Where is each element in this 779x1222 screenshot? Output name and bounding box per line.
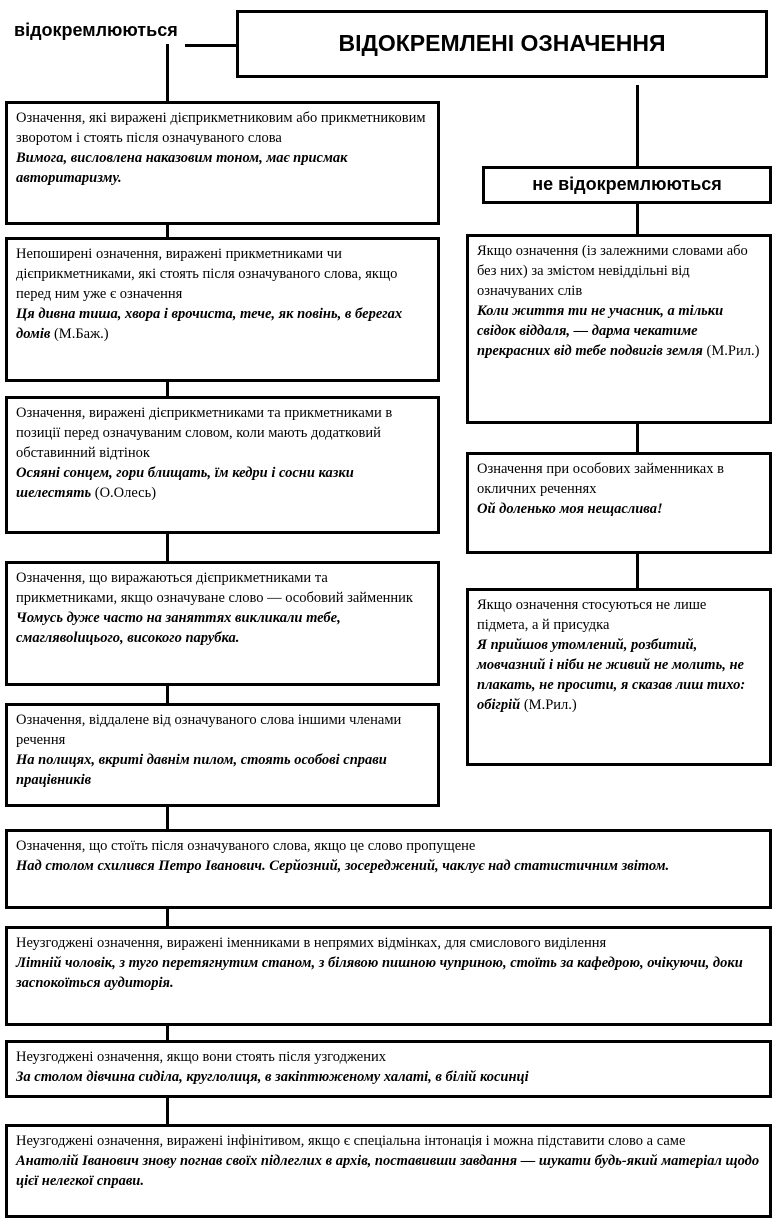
- connector-right-top: [636, 85, 639, 167]
- rule-box-infinitive: Неузгоджені означення, виражені інфінітивом, якщо є спеціальна інтонація і можна підставити слово а саме Анатолій Іванович знову погнав своїх підлеглих в архів, поставивши завдання — шукати будь-який матеріал щодо цієї нелегкої справи.: [5, 1124, 772, 1218]
- rule-box-subject-and-predicate: Якщо означення стосуються не лише підмета, а й присудка Я прийшов утомлений, розбитий, мовчазний і ніби не живий не молить, не плакать, не просити, я сказав лиш тихо: обігрій (М.Рил.): [466, 588, 772, 766]
- rule-box-omitted-word: Означення, що стоїть після означуваного слова, якщо це слово пропущене Над столом схилився Петро Іванович. Серйозний, зосереджений, чаклує над статистичним звітом.: [5, 829, 772, 909]
- rule-box-personal-pronoun: Означення, що виражаються дієприкметниками та прикметниками, якщо означуване слово — особовий займенник Чомусь дуже часто на заняттях викликали тебе, смаглявolицього, високого парубка.: [5, 561, 440, 686]
- not-separated-label: не відокремлюються: [482, 166, 772, 204]
- separated-label: відокремлюються: [14, 20, 178, 40]
- rule-box-noun-indirect-case: Неузгоджені означення, виражені іменниками в непрямих відмінках, для смислового виділення Літній чоловік, з туго перетягнутим станом, з білявою пишною чуприною, стоїть за кафедрою, очікуючи, доки заспокоїться аудиторія.: [5, 926, 772, 1026]
- rule-box-participial-phrase: Означення, які виражені дієприкметниковим або прикметниковим зворотом і стоять після означуваного слова Вимога, висловлена наказовим тоном, має присмак авторитаризму.: [5, 101, 440, 225]
- rule-box-inseparable: Якщо означення (із залежними словами або без них) за змістом невіддільні від означуваних слів Коли життя ти не учасник, а тільки свідок віддаля, — дарма чекатиме прекрасних від тебе подвигів земля (М.Рил.): [466, 234, 772, 424]
- rule-box-adverbial-shade: Означення, виражені дієприкметниками та прикметниками в позиції перед означуваним словом, коли мають додатковий обставинний відтінок Осяяні сонцем, гори блищать, їм кедри і сосни казки шелестять (О.Олесь): [5, 396, 440, 534]
- rule-box-after-agreed: Неузгоджені означення, якщо вони стоять після узгоджених За столом дівчина сиділа, круглолиця, в закіптюженому халаті, в білій косинці: [5, 1040, 772, 1098]
- rule-box-separated-by-members: Означення, віддалене від означуваного слова іншими членами речення На полицях, вкриті давнім пилом, стоять особові справи працівників: [5, 703, 440, 807]
- connector-left-label: [185, 44, 237, 47]
- rule-box-nonextended: Непоширені означення, виражені прикметниками чи дієприкметниками, які стоять після означуваного слова, якщо перед ним уже є означення Ця дивна тиша, хвора і врочиста, тече, як повінь, в берегах домів (М.Баж.): [5, 237, 440, 382]
- diagram-title: ВІДОКРЕМЛЕНІ ОЗНАЧЕННЯ: [236, 10, 768, 78]
- rule-box-exclamatory: Означення при особових займенниках в окличних реченнях Ой доленько моя нещаслива!: [466, 452, 772, 554]
